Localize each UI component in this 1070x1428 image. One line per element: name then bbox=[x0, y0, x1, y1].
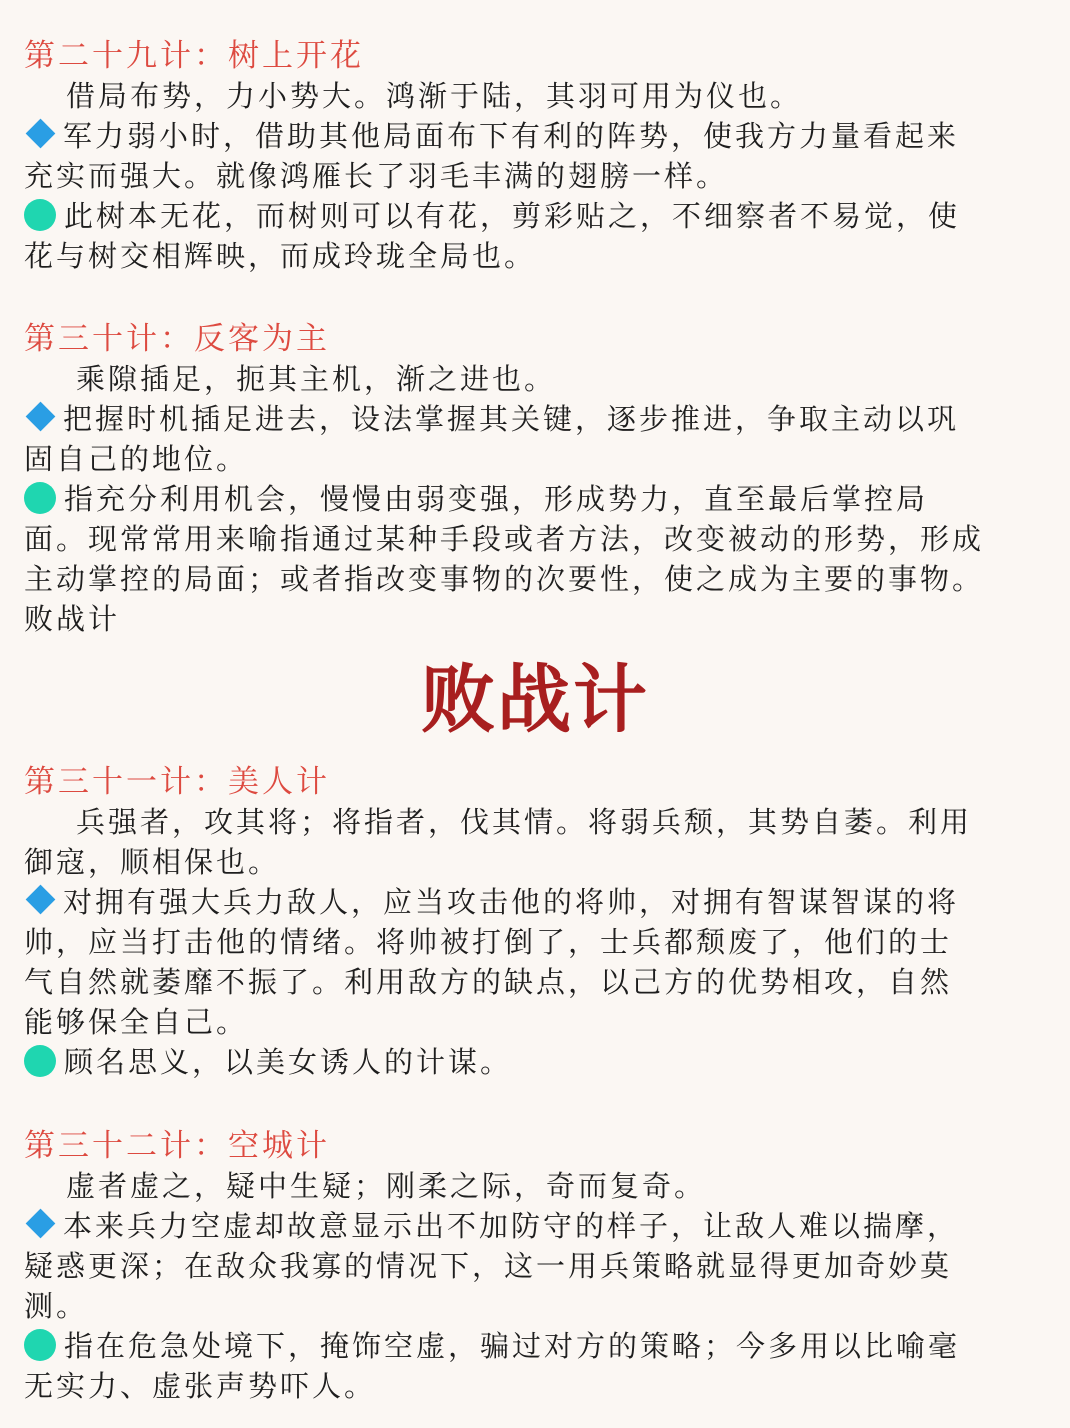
dot-icon bbox=[24, 482, 56, 514]
note-line: 顾名思义，以美女诱人的计谋。 bbox=[24, 1042, 1044, 1082]
quote-text: 兵强者，攻其将；将指者，伐其情。将弱兵颓，其势自萎。利用 bbox=[76, 805, 973, 839]
quote-text: 借局布势，力小势大。鸿渐于陆，其羽可用为仪也。 bbox=[66, 79, 803, 113]
explain-line: 帅，应当打击他的情绪。将帅被打倒了，士兵都颓废了，他们的士 bbox=[24, 925, 953, 959]
dot-icon bbox=[24, 199, 56, 231]
quote-text: 乘隙插足，扼其主机，渐之进也。 bbox=[76, 362, 557, 396]
dot-icon bbox=[24, 1329, 56, 1361]
section-29 bbox=[24, 36, 1044, 276]
diamond-icon bbox=[26, 119, 56, 149]
explain-line: 测。 bbox=[24, 1289, 89, 1323]
note-line: 花与树交相辉映，而成玲珑全局也。 bbox=[24, 239, 537, 273]
section-30 bbox=[24, 319, 1044, 639]
quote-text: 御寇，顺相保也。 bbox=[24, 845, 281, 879]
explain-line: 军力弱小时，借助其他局面布下有利的阵势，使我方力量看起来 bbox=[24, 116, 1044, 156]
explain-line: 对拥有强大兵力敌人，应当攻击他的将帅，对拥有智谋智谋的将 bbox=[24, 882, 1044, 922]
explain-line: 固自己的地位。 bbox=[24, 442, 249, 476]
dot-icon bbox=[24, 1045, 56, 1077]
note-line: 此树本无花，而树则可以有花，剪彩贴之，不细察者不易觉，使 bbox=[24, 196, 1044, 236]
diamond-icon bbox=[26, 402, 56, 432]
section-32 bbox=[24, 1126, 1044, 1406]
explain-line: 充实而强大。就像鸿雁长了羽毛丰满的翅膀一样。 bbox=[24, 159, 729, 193]
section-31 bbox=[24, 762, 1044, 1082]
section-title: 第三十二计：空城计 bbox=[24, 1128, 330, 1164]
chapter-heading: 败战计 bbox=[421, 657, 649, 743]
note-line: 败战计 bbox=[24, 602, 121, 636]
note-line: 指充分利用机会，慢慢由弱变强，形成势力，直至最后掌控局 bbox=[24, 479, 1044, 519]
section-title: 第二十九计：树上开花 bbox=[24, 38, 364, 74]
explain-line: 疑惑更深；在敌众我寡的情况下，这一用兵策略就显得更加奇妙莫 bbox=[24, 1249, 953, 1283]
quote-text: 虚者虚之，疑中生疑；刚柔之际，奇而复奇。 bbox=[66, 1169, 707, 1203]
section-title: 第三十一计：美人计 bbox=[24, 764, 330, 800]
note-line: 无实力、虚张声势吓人。 bbox=[24, 1369, 377, 1403]
diamond-icon bbox=[26, 1209, 56, 1239]
section-title: 第三十计：反客为主 bbox=[24, 321, 330, 357]
note-line: 指在危急处境下，掩饰空虚，骗过对方的策略；今多用以比喻毫 bbox=[24, 1326, 1044, 1366]
explain-line: 能够保全自己。 bbox=[24, 1005, 249, 1039]
explain-line: 把握时机插足进去，设法掌握其关键，逐步推进，争取主动以巩 bbox=[24, 399, 1044, 439]
explain-line: 本来兵力空虚却故意显示出不加防守的样子，让敌人难以揣摩， bbox=[24, 1206, 1044, 1246]
note-line: 面。现常常用来喻指通过某种手段或者方法，改变被动的形势，形成 bbox=[24, 522, 985, 556]
note-line: 主动掌控的局面；或者指改变事物的次要性，使之成为主要的事物。 bbox=[24, 562, 985, 596]
diamond-icon bbox=[26, 885, 56, 915]
explain-line: 气自然就萎靡不振了。利用敌方的缺点，以己方的优势相攻，自然 bbox=[24, 965, 953, 999]
